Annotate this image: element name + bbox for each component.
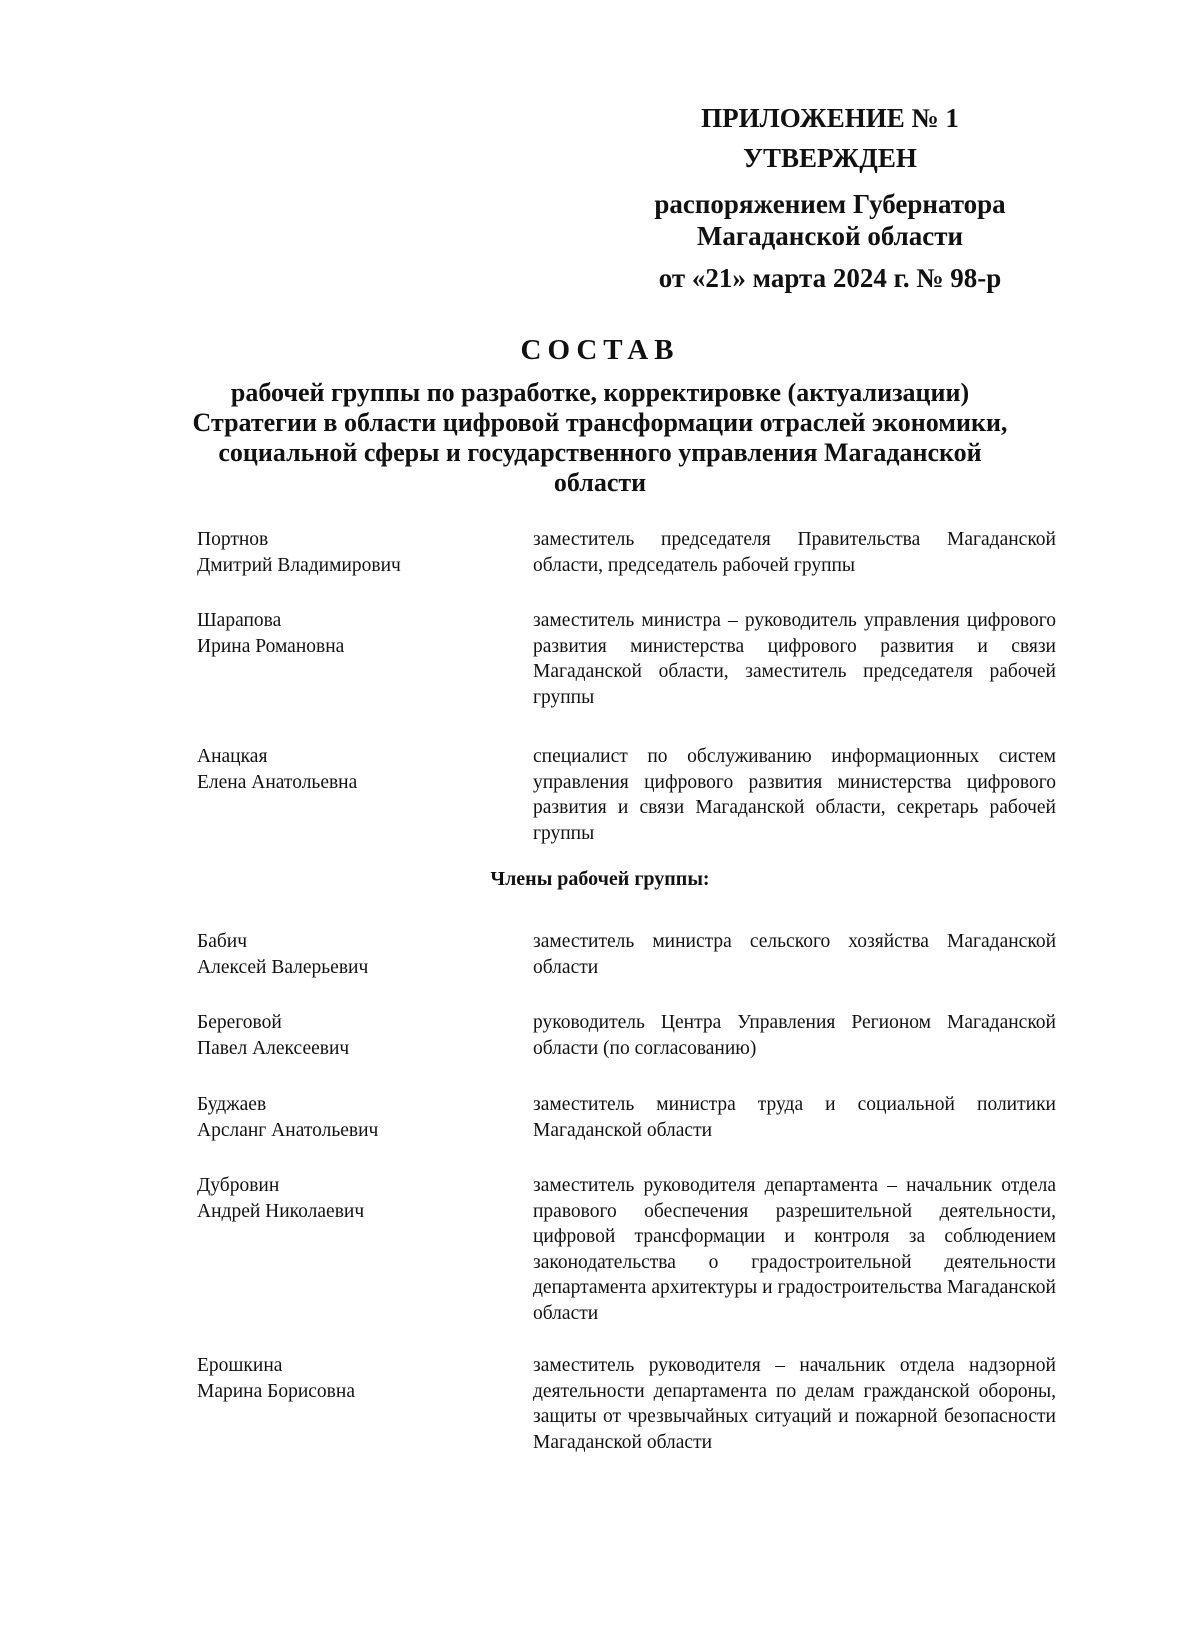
member-role: заместитель руководителя департамента – начальник отдела правового обеспечения разрешительной деятельности, цифровой трансформации и контроля за соблюдением законодательства о градостроительной деятельности департамента архитектуры и градостроительства Магаданской области xyxy=(533,1175,1056,1324)
member-role: специалист по обслуживанию информационных систем управления цифрового развития министерства цифрового развития и связи Магаданской области, секретарь рабочей группы xyxy=(533,746,1056,844)
member-given-names: Алексей Валерьевич xyxy=(197,957,369,978)
member-surname: Дубровин xyxy=(197,1175,280,1196)
subtitle-line: рабочей группы по разработке, корректировке (актуализации) xyxy=(230,378,970,407)
member-given-names: Ирина Романовна xyxy=(197,636,345,657)
member-given-names: Елена Анатольевна xyxy=(197,772,358,793)
appendix-number: ПРИЛОЖЕНИЕ № 1 xyxy=(701,103,959,133)
approved-label: УТВЕРЖДЕН xyxy=(743,143,917,173)
members-section-heading: Члены рабочей группы: xyxy=(490,868,710,890)
member-surname: Бабич xyxy=(197,931,248,952)
approved-by-line-1: распоряжением Губернатора xyxy=(654,189,1006,219)
member-role: руководитель Центра Управления Регионом Магаданской области (по согласованию) xyxy=(533,1012,1056,1059)
member-name xyxy=(197,608,477,660)
document-title: СОСТАВ xyxy=(520,334,680,366)
member-role: заместитель министра – руководитель управления цифрового развития министерства цифрового развития и связи Магаданской области, заместитель председателя рабочей группы xyxy=(533,610,1056,708)
member-name xyxy=(197,744,477,796)
subtitle-line: Стратегии в области цифровой трансформации отраслей экономики, xyxy=(192,408,1008,437)
member-name xyxy=(197,1173,477,1225)
member-surname: Анацкая xyxy=(197,746,268,767)
member-role: заместитель председателя Правительства Магаданской области, председатель рабочей группы xyxy=(533,529,1056,576)
member-name xyxy=(197,1092,477,1144)
subtitle-line: социальной сферы и государственного управления Магаданской xyxy=(218,438,982,467)
approval-header xyxy=(640,102,1020,294)
member-surname: Шарапова xyxy=(197,610,282,631)
member-role: заместитель руководителя – начальник отдела надзорной деятельности департамента по делам гражданской обороны, защиты от чрезвычайных ситуаций и пожарной безопасности Магаданской области xyxy=(533,1355,1056,1453)
member-given-names: Марина Борисовна xyxy=(197,1381,355,1402)
member-role: заместитель министра сельского хозяйства Магаданской области xyxy=(533,931,1056,978)
member-surname: Ерошкина xyxy=(197,1355,283,1376)
member-name xyxy=(197,527,477,579)
member-given-names: Андрей Николаевич xyxy=(197,1201,365,1222)
member-role: заместитель министра труда и социальной политики Магаданской области xyxy=(533,1094,1056,1141)
member-name xyxy=(197,929,477,981)
member-given-names: Дмитрий Владимирович xyxy=(197,555,401,576)
member-surname: Буджаев xyxy=(197,1094,267,1115)
subtitle-line: области xyxy=(553,468,647,497)
document-subtitle xyxy=(170,378,1030,498)
member-given-names: Павел Алексеевич xyxy=(197,1038,350,1059)
member-surname: Береговой xyxy=(197,1012,282,1033)
approved-by-line-2: Магаданской области xyxy=(696,221,964,251)
order-date-number: от «21» марта 2024 г. № 98-р xyxy=(658,263,1002,293)
member-name xyxy=(197,1010,477,1062)
member-given-names: Арсланг Анатольевич xyxy=(197,1120,379,1141)
member-name xyxy=(197,1353,477,1405)
member-surname: Портнов xyxy=(197,529,269,550)
